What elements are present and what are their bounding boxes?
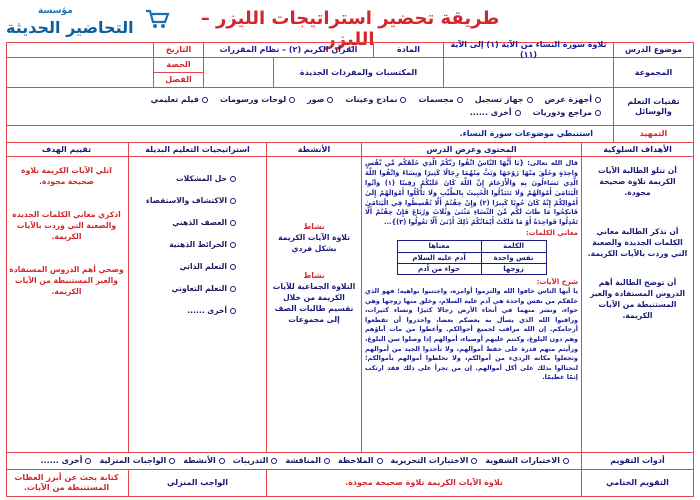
explain-text: يا أيها الناس خافوا الله والتزموا أوامره، واجتنبوا نواهيه؛ فهو الذي خلقكم من نفس واحدة هي آدم عليه السلام، وخلق منها زوجها وهي حواء، ونشر منهما في أنحاء الأرض رجالا كثيرًا ونساء كثيرات، وراقبوا الله الذي يسأل به بعضكم بعضا، واحذروا أن تقطعوا أرحامكم. إن الله مراقب لجميع أحوالكم. وأعطوا من مات آباؤهم وهم دون البلوغ، وكنتم عليهم أوصياء، أموالهم إذا وصلوا سن البلوغ، ورأيتم منهم قدرة على حفظ أموالهم، ولا تأخذوا الجيد من أموالهم وتجعلوا مكانه الرديء من أموالكم، ولا تخلطوا أموالهم بأموالكم؛ لتحتالوا بذلك على أكل أموالهم. إن من تجرأ على ذلك فقد ارتكب إثمًا عظيمًا.	[365, 286, 578, 382]
row-col-headers	[7, 143, 693, 157]
date-value	[5, 43, 153, 57]
tool-option[interactable]: أخرى ......	[470, 108, 521, 118]
row-assess	[7, 453, 693, 470]
radio-icon	[230, 176, 236, 182]
radio-icon	[271, 458, 277, 464]
eval-item: اذكري معاني الكلمات الجديدة والصعبة التي وردت بالآيات الكريمة.	[12, 210, 121, 241]
activities-header: الأنشطة	[266, 143, 361, 156]
row-final	[7, 470, 693, 496]
radio-icon	[515, 110, 521, 116]
radio-icon	[230, 242, 236, 248]
row-intro	[7, 126, 693, 143]
words-head-word: الكلمة	[481, 241, 546, 252]
alt-option[interactable]: التعلم التعاوني	[132, 283, 236, 294]
words-head-meaning: معناها	[397, 241, 481, 252]
radio-icon	[230, 286, 236, 292]
radio-icon	[230, 220, 236, 226]
final-label: التقويم الختامي	[581, 470, 693, 496]
activities-column	[266, 157, 361, 452]
alt-option[interactable]: الاكتشاف والاستقصاء	[132, 195, 236, 206]
assess-option[interactable]: الاختبارات التحريرية	[391, 456, 478, 466]
tool-option[interactable]: صور	[307, 95, 333, 105]
activity-text: تلاوة الآيات الكريمة بشكل فردي	[278, 233, 350, 253]
vocab-value	[203, 58, 273, 87]
row-group	[7, 58, 693, 88]
radio-icon	[563, 458, 569, 464]
assess-option[interactable]: أخرى ......	[41, 456, 92, 466]
tools-label: تقنيات التعلم والوسائل	[613, 88, 693, 125]
explain-title: شرح الآيات:	[536, 277, 578, 286]
alt-option[interactable]: حل المشكلات	[132, 173, 236, 184]
tool-option[interactable]: فيلم تعليمي	[151, 95, 208, 105]
content-header: المحتوى وعرض الدرس	[361, 143, 581, 156]
radio-icon	[230, 198, 236, 204]
page-title: طريقة تحضير استراتيجات الليزر – الليزر	[200, 8, 500, 50]
tool-option[interactable]: جهاز تسجيل	[475, 95, 533, 105]
period-class-values	[5, 58, 153, 87]
radio-icon	[527, 97, 533, 103]
subject-label: المادة	[373, 43, 443, 57]
alt-option[interactable]: العصف الذهني	[132, 217, 236, 228]
radio-icon	[219, 458, 225, 464]
goals-column	[581, 157, 693, 452]
intro-label: التمهيد	[613, 126, 693, 142]
radio-icon	[595, 110, 601, 116]
radio-icon	[457, 97, 463, 103]
period-class-labels	[153, 58, 203, 87]
group-value	[443, 58, 613, 87]
logo-top-text: مؤسسة	[38, 6, 73, 16]
alt-option[interactable]: الخرائط الذهنية	[132, 239, 236, 250]
assess-option[interactable]: الملاحظة	[338, 456, 383, 466]
homework-value: كتابة بحث عن أبرز العظات المستنبطة من الآيات.	[14, 473, 119, 492]
tool-option[interactable]: مراجع ودوريات	[533, 108, 601, 118]
radio-icon	[471, 458, 477, 464]
radio-icon	[289, 97, 295, 103]
alt-column	[128, 157, 266, 452]
content-column	[361, 157, 581, 452]
word-cell: نفس واحدة	[481, 252, 546, 263]
words-table	[397, 240, 547, 274]
tool-option[interactable]: نماذج وعينات	[345, 95, 406, 105]
radio-icon	[595, 97, 601, 103]
radio-icon	[327, 97, 333, 103]
activity-title: نشاط	[303, 222, 325, 231]
word-cell: زوجها	[481, 263, 546, 274]
radio-icon	[230, 308, 236, 314]
radio-icon	[400, 97, 406, 103]
intro-value: استنبطي موضوعات سورة النساء.	[459, 129, 593, 138]
lesson-table	[6, 42, 694, 497]
class-label: الفصل	[165, 74, 192, 84]
group-label: المجموعة	[613, 58, 693, 87]
subject-value: القرآن الكريم (٢) – نظام المقررات	[203, 43, 373, 57]
assess-option[interactable]: الاختبارات الشفوية	[485, 456, 569, 466]
cart-icon	[144, 8, 170, 30]
verses-text: قال الله تعالى: {يَا أَيُّهَا النَّاسُ اتَّقُوا رَبَّكُمُ الَّذِي خَلَقَكُم مِّن نَّفْسٍ وَاحِدَةٍ وَخَلَقَ مِنْهَا زَوْجَهَا وَبَثَّ مِنْهُمَا رِجَالًا كَثِيرًا وَنِسَاءً وَاتَّقُوا اللَّهَ الَّذِي تَسَاءَلُونَ بِهِ وَالْأَرْحَامَ إِنَّ اللَّهَ كَانَ عَلَيْكُمْ رَقِيبًا (١) وَآتُوا الْيَتَامَىٰ أَمْوَالَهُمْ وَلَا تَتَبَدَّلُوا الْخَبِيثَ بِالطَّيِّبِ وَلَا تَأْكُلُوا أَمْوَالَهُمْ إِلَىٰ أَمْوَالِكُمْ إِنَّهُ كَانَ حُوبًا كَبِيرًا (٢) وَإِنْ خِفْتُمْ أَلَّا تُقْسِطُوا فِي الْيَتَامَىٰ فَانكِحُوا مَا طَابَ لَكُم مِّنَ النِّسَاءِ مَثْنَىٰ وَثُلَاثَ وَرُبَاعَ فَإِنْ خِفْتُمْ أَلَّا تَعْدِلُوا فَوَاحِدَةً أَوْ مَا مَلَكَتْ أَيْمَانُكُمْ ذَٰلِكَ أَدْنَىٰ أَلَّا تَعُولُوا (٣)}...	[365, 159, 578, 227]
tool-option[interactable]: لوحات ورسومات	[220, 95, 295, 105]
topic-label: موضوع الدرس	[613, 43, 693, 57]
assess-option[interactable]: الأنشطة	[183, 456, 225, 466]
assess-option[interactable]: المناقشة	[285, 456, 330, 466]
radio-icon	[202, 97, 208, 103]
activity-text: التلاوة الجماعية للآيات الكريمة من خلال تقسيم طالبات الصف إلى مجموعات	[272, 282, 356, 324]
logo-main-text: التحاضير الحديثة	[6, 18, 134, 37]
date-label: التاريخ	[153, 43, 203, 57]
radio-icon	[324, 458, 330, 464]
tool-option[interactable]: مجسمات	[418, 95, 462, 105]
goals-header: الأهداف السلوكية	[581, 143, 693, 156]
radio-icon	[85, 458, 91, 464]
alt-header: استراتيجيات التعليم البديلة	[128, 143, 266, 156]
row-topic	[7, 40, 693, 59]
radio-icon	[377, 458, 383, 464]
eval-header: تقييم الهدف	[41, 144, 92, 154]
eval-item: وضحي أهم الدروس المستفادة والعبر المستنبطة من الآيات الكريمة.	[9, 265, 124, 296]
homework-label: الواجب المنزلي	[128, 470, 266, 496]
eval-item: اتلي الآيات الكريمة تلاوة صحيحة مجودة.	[21, 166, 112, 186]
goal-item: أن توضح الطالبة أهم الدروس المستفادة والعبر المستنبطة من الآيات الكريمة.	[589, 278, 686, 320]
period-label: الحصة	[154, 58, 203, 73]
meaning-cell: حواء من آدم	[397, 263, 481, 274]
meaning-cell: آدم عليه السلام	[397, 252, 481, 263]
assess-option[interactable]: التدريبات	[233, 456, 278, 466]
words-title: معاني الكلمات:	[525, 229, 578, 238]
goal-item: أن تذكر الطالبة معاني الكلمات الجديدة والصعبة التي وردت بالآيات الكريمة.	[587, 227, 688, 258]
alt-option[interactable]: التعلم الذاتي	[132, 261, 236, 272]
final-value: تلاوة الآيات الكريمة تلاوة صحيحة مجودة.	[266, 470, 581, 496]
activity-title: نشاط	[303, 271, 325, 280]
alt-option[interactable]: أخرى ......	[132, 305, 236, 316]
tools-options	[5, 88, 613, 125]
assess-options	[5, 453, 581, 469]
eval-column	[5, 157, 128, 452]
row-tools	[7, 88, 693, 126]
logo	[4, 4, 172, 42]
radio-icon	[169, 458, 175, 464]
assess-option[interactable]: الواجبات المنزلية	[99, 456, 175, 466]
goal-item: أن تتلو الطالبة الآيات الكريمة تلاوة صحيحة مجودة.	[598, 166, 677, 197]
topic-value: تلاوة سورة النساء من الآية (١) إلى الآية (١١)	[443, 43, 613, 57]
row-body	[7, 157, 693, 453]
assess-label: أدوات التقويم	[581, 453, 693, 469]
radio-icon	[230, 264, 236, 270]
vocab-label: المكتسبات والمفردات الجديدة	[273, 58, 443, 87]
tool-option[interactable]: أجهزة عرض	[545, 95, 601, 105]
